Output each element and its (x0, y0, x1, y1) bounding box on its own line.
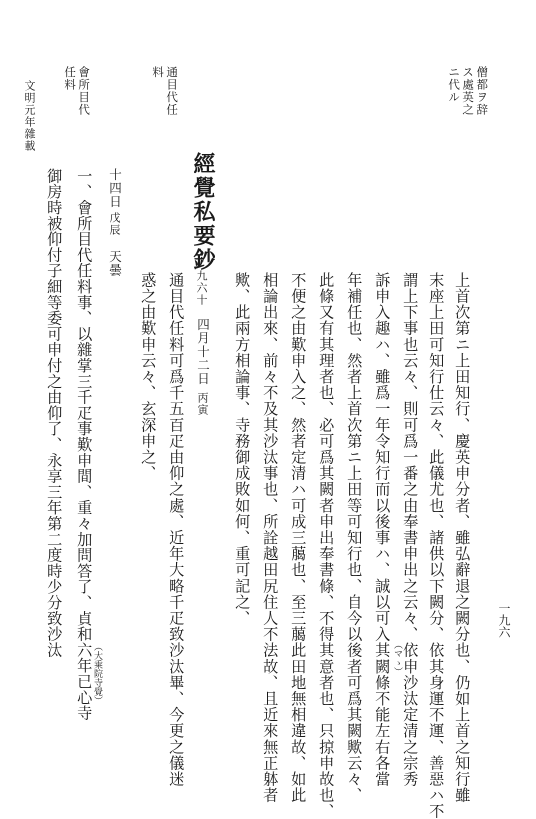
date-line-day: 十四日 (107, 168, 123, 209)
entry-number: 九六十 (195, 270, 208, 306)
top-note-left-line: 任料 (63, 66, 78, 91)
top-note-right-line: 僧都ヲ辞 (475, 66, 490, 116)
top-note-right-line: ニ代ル (447, 66, 462, 104)
text-column: 不便之由歎申入之、然者定清ハ可成三﨟也、至三﨟此田地無相違故、如此 (289, 272, 308, 804)
final-column: 御房時被仰付子細等委可申付之由仰了、永享三年第二度時少分致沙汰 (45, 168, 64, 658)
top-note-right-line: ス處英之 (461, 66, 476, 116)
entry-day-cycle: 丙寅 (196, 392, 209, 416)
top-note-middle-line: 通目代任 (165, 66, 180, 116)
final-note: （大乘院寺覺） (92, 642, 102, 705)
final-column: 一、會所目代任料事、以雜掌三千疋事歎申間、重々加問答了、貞和六年已心寺 (75, 168, 94, 721)
text-column: 末座上田可知行仕云々、此儀尤也、諸供以下闕分、依其身運不運、善惡ハ不 (427, 272, 446, 819)
date-line-cycle: 戊辰 (108, 212, 121, 236)
section-title: 經覺私要鈔 (190, 152, 216, 272)
text-column: 歟、此兩方相論事、寺務御成敗如何、重可記之、 (233, 272, 252, 627)
text-column: 謂上下事也云々、則可爲一番之由奉書申出之云々、依申沙汰定清之宗秀 (401, 272, 420, 788)
text-column: 相論出來、前々不及其沙汰事也、所詮越田尻住人不法故、且近來無正躰者 (261, 272, 280, 804)
entry-column: 通目代任料可爲千五百疋由仰之處、近年大略千疋致沙汰畢、今更之儀迷 (167, 272, 186, 788)
top-note-middle (152, 66, 178, 116)
entry-column: 惑之由歎申云々、玄深申之、 (139, 272, 158, 482)
text-column: 年補任也、然者上首次第ニ上田等可知行也、自今以後者可爲其闕歟云々、 (345, 272, 364, 804)
top-note-left (64, 66, 90, 116)
text-column: 訴申入趣ハ、雖爲一年令知行而以後事ハ、誠以可入其闕條不能左右各當 (373, 272, 392, 788)
running-head: 文明元年雜載 (23, 80, 36, 152)
date-line-weather: 天曇 (107, 250, 123, 277)
top-note-left-line: 會所目代 (77, 66, 92, 116)
interlinear-mark: （マゝ） (392, 640, 402, 676)
page-number: 一九六 (497, 602, 511, 638)
entry-date: 四月十二日 (195, 318, 211, 386)
top-note-right (448, 66, 488, 116)
text-column: 上首次第ニ上田知行、慶英申分者、雖弘辭退之闕分也、仍如上首之知行雖 (453, 272, 472, 804)
top-note-middle-line: 料 (151, 66, 166, 79)
text-column: 此條又有其理者也、必可爲其闕者申出奉書條、不得其意者也、只掠申故也、 (317, 272, 336, 819)
